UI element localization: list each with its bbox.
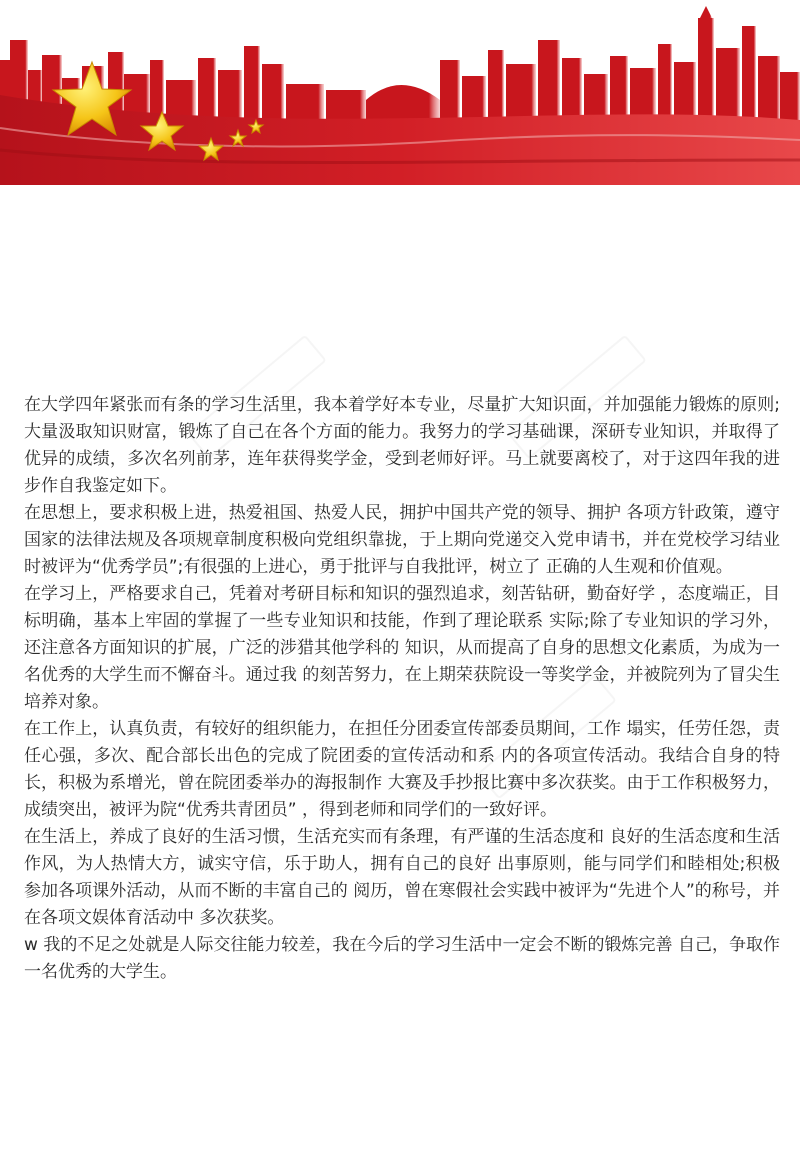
- paragraph-study: 在学习上，严格要求自己，凭着对考研目标和知识的强烈追求，刻苦钻研，勤奋好学 ，态度端正，目标明确，基本上牢固的掌握了一些专业知识和技能，作到了理论联系 实际;除了专业知识的学习外，还注意各方面知识的扩展，广泛的涉猎其他学科的 知识，从而提高了自身的思想文化素质，为成为一名优秀的大学生而不懈奋斗。通过我 的刻苦努力，在上期荣获院设一等奖学金，并被院列为了冒尖生培养对象。: [24, 584, 780, 712]
- self-evaluation-text: [24, 392, 780, 986]
- header-banner: [0, 0, 800, 185]
- paragraph-shortcoming: w 我的不足之处就是人际交往能力较差，我在今后的学习生活中一定会不断的锻炼完善 自己，争取作一名优秀的大学生。: [24, 935, 780, 982]
- paragraph-intro: 在大学四年紧张而有条的学习生活里，我本着学好本专业，尽量扩大知识面，并加强能力锻炼的原则;大量汲取知识财富，锻炼了自己在各个方面的能力。我努力的学习基础课，深研专业知识，并取得了优异的成绩，多次名列前茅，连年获得奖学金，受到老师好评。马上就要离校了，对于这四年我的进步作自我鉴定如下。: [24, 395, 780, 496]
- paragraph-life: 在生活上，养成了良好的生活习惯，生活充实而有条理，有严谨的生活态度和 良好的生活态度和生活作风，为人热情大方，诚实守信，乐于助人，拥有自己的良好 出事原则，能与同学们和睦相处;积极参加各项课外活动，从而不断的丰富自己的 阅历，曾在寒假社会实践中被评为“先进个人”的称号，并在各项文娱体育活动中 多次获奖。: [24, 827, 780, 928]
- paragraph-work: 在工作上，认真负责，有较好的组织能力，在担任分团委宣传部委员期间，工作 塌实，任劳任怨，责任心强，多次、配合部长出色的完成了院团委的宣传活动和系 内的各项宣传活动。我结合自身的特长，积极为系增光，曾在院团委举办的海报制作 大赛及手抄报比赛中多次获奖。由于工作积极努力，成绩突出，被评为院“优秀共青团员” ，得到老师和同学们的一致好评。: [24, 719, 780, 820]
- paragraph-ideology: 在思想上，要求积极上进，热爱祖国、热爱人民，拥护中国共产党的领导、拥护 各项方针政策，遵守国家的法律法规及各项规章制度积极向党组织靠拢，于上期向党递交入党申请书，并在党校学习结业时被评为“优秀学员”;有很强的上进心，勇于批评与自我批评，树立了 正确的人生观和价值观。: [24, 503, 780, 577]
